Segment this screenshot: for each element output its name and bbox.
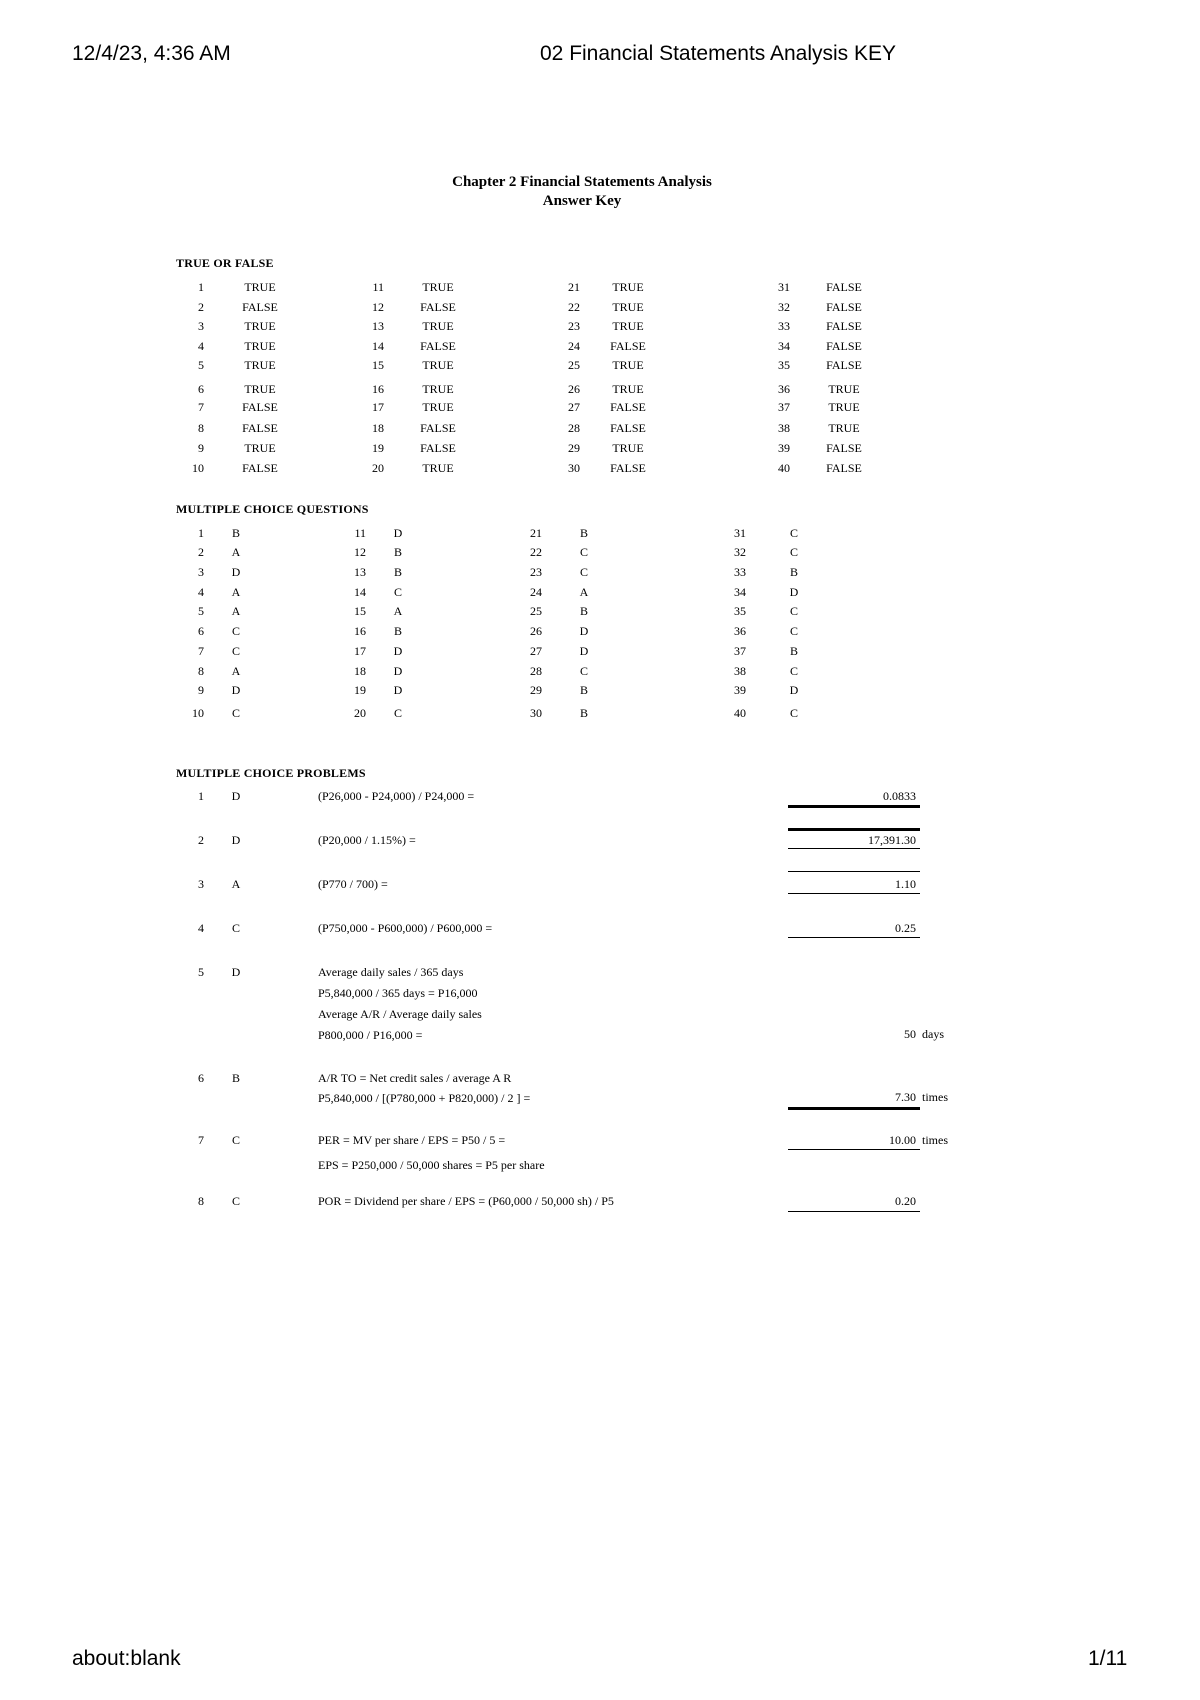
tf-answer: TRUE — [244, 319, 276, 333]
tf-question-number: 29 — [568, 441, 580, 455]
tf-question-number: 26 — [568, 382, 580, 396]
result-underline — [788, 1149, 920, 1150]
tf-question-number: 25 — [568, 358, 580, 372]
mcq-question-number: 40 — [734, 706, 746, 720]
problem-solution-line: P5,840,000 / [(P780,000 + P820,000) / 2 ] = — [318, 1091, 531, 1105]
tf-answer: FALSE — [420, 339, 456, 353]
tf-answer: TRUE — [828, 400, 860, 414]
tf-question-number: 18 — [372, 421, 384, 435]
mc-problems-heading: MULTIPLE CHOICE PROBLEMS — [176, 766, 366, 780]
mcq-question-number: 15 — [354, 604, 366, 618]
mcq-answer: B — [393, 545, 402, 559]
tf-answer: TRUE — [244, 382, 276, 396]
tf-question-number: 12 — [372, 300, 384, 314]
problem-solution-line: POR = Dividend per share / EPS = (P60,000 / 50,000 sh) / P5 — [318, 1194, 614, 1208]
result-underline — [788, 805, 920, 808]
mcq-question-number: 9 — [198, 683, 204, 697]
tf-answer: FALSE — [242, 421, 278, 435]
tf-question-number: 7 — [198, 400, 204, 414]
tf-question-number: 6 — [198, 382, 204, 396]
tf-answer: FALSE — [826, 300, 862, 314]
result-underline — [788, 1211, 920, 1212]
mcq-answer: C — [231, 706, 240, 720]
mcq-answer: B — [579, 526, 588, 540]
problem-number: 7 — [198, 1133, 204, 1147]
problem-solution-line: (P770 / 700) = — [318, 877, 388, 891]
mcq-answer: A — [231, 585, 241, 599]
tf-question-number: 30 — [568, 461, 580, 475]
problem-answer: D — [231, 965, 241, 979]
tf-question-number: 5 — [198, 358, 204, 372]
tf-question-number: 10 — [192, 461, 204, 475]
mcq-question-number: 2 — [198, 545, 204, 559]
mcq-question-number: 18 — [354, 664, 366, 678]
problem-answer: C — [231, 921, 240, 935]
mcq-question-number: 3 — [198, 565, 204, 579]
mcq-question-number: 1 — [198, 526, 204, 540]
problem-solution-line: (P750,000 - P600,000) / P600,000 = — [318, 921, 493, 935]
mcq-question-number: 27 — [530, 644, 542, 658]
mcq-question-number: 17 — [354, 644, 366, 658]
mcq-answer: D — [579, 624, 589, 638]
tf-question-number: 22 — [568, 300, 580, 314]
problem-result: 0.25 — [895, 921, 916, 935]
tf-question-number: 39 — [778, 441, 790, 455]
tf-answer: FALSE — [610, 421, 646, 435]
mcq-answer: A — [231, 604, 241, 618]
mcq-answer: C — [393, 585, 402, 599]
tf-question-number: 35 — [778, 358, 790, 372]
mcq-question-number: 11 — [354, 526, 366, 540]
tf-question-number: 11 — [372, 280, 384, 294]
true-false-heading: TRUE OR FALSE — [176, 256, 274, 270]
result-underline — [788, 871, 920, 872]
tf-answer: TRUE — [244, 441, 276, 455]
mcq-answer: A — [231, 545, 241, 559]
result-underline — [788, 828, 920, 831]
mcq-answer: D — [579, 644, 589, 658]
mcq-answer: C — [231, 644, 240, 658]
problem-answer: A — [231, 877, 241, 891]
mcq-question-number: 19 — [354, 683, 366, 697]
tf-question-number: 36 — [778, 382, 790, 396]
tf-question-number: 13 — [372, 319, 384, 333]
problem-solution-line: PER = MV per share / EPS = P50 / 5 = — [318, 1133, 506, 1147]
mcq-question-number: 10 — [192, 706, 204, 720]
mcq-question-number: 21 — [530, 526, 542, 540]
tf-question-number: 37 — [778, 400, 790, 414]
problem-solution-line: P800,000 / P16,000 = — [318, 1028, 423, 1042]
problem-result-unit: days — [922, 1027, 944, 1041]
tf-question-number: 15 — [372, 358, 384, 372]
mcq-question-number: 32 — [734, 545, 746, 559]
problem-result-unit: times — [922, 1090, 948, 1104]
tf-answer: TRUE — [612, 319, 644, 333]
tf-question-number: 3 — [198, 319, 204, 333]
mcq-question-number: 5 — [198, 604, 204, 618]
tf-question-number: 33 — [778, 319, 790, 333]
tf-answer: TRUE — [612, 382, 644, 396]
mcq-question-number: 7 — [198, 644, 204, 658]
tf-answer: TRUE — [244, 280, 276, 294]
tf-answer: TRUE — [422, 319, 454, 333]
mcq-answer: C — [579, 664, 588, 678]
tf-answer: FALSE — [420, 441, 456, 455]
tf-question-number: 32 — [778, 300, 790, 314]
problem-solution-line: (P26,000 - P24,000) / P24,000 = — [318, 789, 475, 803]
tf-question-number: 2 — [198, 300, 204, 314]
mcq-answer: D — [393, 664, 403, 678]
mcq-answer: C — [789, 624, 798, 638]
mcq-question-number: 23 — [530, 565, 542, 579]
mcq-question-number: 31 — [734, 526, 746, 540]
tf-answer: FALSE — [826, 358, 862, 372]
problem-answer: C — [231, 1194, 240, 1208]
tf-answer: FALSE — [610, 461, 646, 475]
mcq-answer: C — [789, 706, 798, 720]
tf-answer: TRUE — [828, 382, 860, 396]
problem-number: 4 — [198, 921, 204, 935]
problem-result: 1.10 — [895, 877, 916, 891]
problem-solution-line: Average A/R / Average daily sales — [318, 1007, 482, 1021]
mcq-answer: B — [789, 644, 798, 658]
tf-answer: TRUE — [422, 358, 454, 372]
mcq-answer: B — [231, 526, 240, 540]
tf-answer: FALSE — [610, 400, 646, 414]
problem-result: 0.0833 — [883, 789, 916, 803]
mcq-question-number: 8 — [198, 664, 204, 678]
tf-question-number: 9 — [198, 441, 204, 455]
result-underline — [788, 848, 920, 849]
tf-answer: FALSE — [242, 461, 278, 475]
problem-result: 0.20 — [895, 1194, 916, 1208]
tf-answer: TRUE — [244, 339, 276, 353]
mcq-question-number: 36 — [734, 624, 746, 638]
mcq-answer: B — [579, 604, 588, 618]
tf-question-number: 27 — [568, 400, 580, 414]
tf-answer: FALSE — [420, 421, 456, 435]
tf-answer: TRUE — [828, 421, 860, 435]
mcq-question-number: 6 — [198, 624, 204, 638]
tf-answer: FALSE — [826, 319, 862, 333]
tf-answer: TRUE — [422, 400, 454, 414]
problem-result: 17,391.30 — [868, 833, 916, 847]
result-underline — [788, 1107, 920, 1110]
result-underline — [788, 893, 920, 894]
mcq-question-number: 29 — [530, 683, 542, 697]
problem-number: 3 — [198, 877, 204, 891]
tf-answer: FALSE — [826, 441, 862, 455]
problem-number: 2 — [198, 833, 204, 847]
mcq-answer: B — [579, 706, 588, 720]
tf-question-number: 40 — [778, 461, 790, 475]
mcq-answer: D — [789, 585, 799, 599]
mcq-answer: C — [789, 545, 798, 559]
tf-answer: TRUE — [612, 300, 644, 314]
page-subtitle: Answer Key — [542, 193, 622, 209]
mcq-answer: A — [393, 604, 403, 618]
tf-answer: FALSE — [826, 461, 862, 475]
mcq-answer: C — [579, 565, 588, 579]
print-url: about:blank — [72, 1647, 181, 1670]
mcq-question-number: 34 — [734, 585, 746, 599]
mcq-question-number: 30 — [530, 706, 542, 720]
problem-answer: D — [231, 789, 241, 803]
mcq-question-number: 24 — [530, 585, 542, 599]
problem-solution-line: EPS = P250,000 / 50,000 shares = P5 per share — [318, 1158, 545, 1172]
problem-result: 7.30 — [895, 1090, 916, 1104]
tf-question-number: 14 — [372, 339, 384, 353]
mcq-answer: B — [393, 624, 402, 638]
tf-answer: FALSE — [420, 300, 456, 314]
mcq-answer: D — [231, 683, 241, 697]
mcq-answer: C — [579, 545, 588, 559]
tf-answer: TRUE — [422, 280, 454, 294]
mcq-answer: D — [231, 565, 241, 579]
problem-number: 5 — [198, 965, 204, 979]
tf-answer: TRUE — [244, 358, 276, 372]
tf-answer: FALSE — [610, 339, 646, 353]
mc-questions-heading: MULTIPLE CHOICE QUESTIONS — [176, 502, 369, 516]
tf-question-number: 16 — [372, 382, 384, 396]
problem-answer: C — [231, 1133, 240, 1147]
tf-question-number: 21 — [568, 280, 580, 294]
problem-solution-line: (P20,000 / 1.15%) = — [318, 833, 416, 847]
mcq-question-number: 37 — [734, 644, 746, 658]
mcq-question-number: 13 — [354, 565, 366, 579]
problem-result: 10.00 — [889, 1133, 916, 1147]
tf-answer: TRUE — [612, 280, 644, 294]
mcq-answer: D — [393, 644, 403, 658]
mcq-question-number: 28 — [530, 664, 542, 678]
mcq-question-number: 12 — [354, 545, 366, 559]
tf-question-number: 17 — [372, 400, 384, 414]
problem-solution-line: A/R TO = Net credit sales / average A R — [318, 1071, 512, 1085]
tf-answer: TRUE — [612, 358, 644, 372]
problem-result: 50 — [904, 1027, 916, 1041]
result-underline — [788, 937, 920, 938]
print-datetime: 12/4/23, 4:36 AM — [72, 42, 231, 65]
problem-solution-line: Average daily sales / 365 days — [318, 965, 464, 979]
mcq-question-number: 35 — [734, 604, 746, 618]
tf-answer: FALSE — [826, 339, 862, 353]
mcq-answer: D — [789, 683, 799, 697]
problem-answer: B — [231, 1071, 240, 1085]
tf-answer: FALSE — [826, 280, 862, 294]
tf-question-number: 38 — [778, 421, 790, 435]
mcq-question-number: 22 — [530, 545, 542, 559]
print-page-number: 1/11 — [1088, 1647, 1128, 1670]
mcq-question-number: 38 — [734, 664, 746, 678]
tf-answer: TRUE — [422, 382, 454, 396]
mcq-answer: D — [393, 683, 403, 697]
mcq-answer: B — [789, 565, 798, 579]
tf-question-number: 20 — [372, 461, 384, 475]
tf-answer: FALSE — [242, 300, 278, 314]
mcq-answer: C — [789, 664, 798, 678]
mcq-answer: C — [393, 706, 402, 720]
problem-solution-line: P5,840,000 / 365 days = P16,000 — [318, 986, 478, 1000]
problem-number: 6 — [198, 1071, 204, 1085]
tf-answer: FALSE — [242, 400, 278, 414]
mcq-question-number: 20 — [354, 706, 366, 720]
mcq-question-number: 39 — [734, 683, 746, 697]
mcq-answer: C — [789, 526, 798, 540]
page-title: Chapter 2 Financial Statements Analysis — [452, 174, 712, 190]
mcq-answer: A — [231, 664, 241, 678]
tf-question-number: 23 — [568, 319, 580, 333]
mcq-question-number: 16 — [354, 624, 366, 638]
tf-answer: TRUE — [422, 461, 454, 475]
mcq-question-number: 26 — [530, 624, 542, 638]
mcq-answer: C — [231, 624, 240, 638]
mcq-question-number: 33 — [734, 565, 746, 579]
tf-question-number: 4 — [198, 339, 204, 353]
print-document-title: 02 Financial Statements Analysis KEY — [540, 42, 897, 65]
mcq-answer: B — [393, 565, 402, 579]
problem-result-unit: times — [922, 1133, 948, 1147]
mcq-question-number: 14 — [354, 585, 366, 599]
tf-question-number: 1 — [198, 280, 204, 294]
tf-question-number: 31 — [778, 280, 790, 294]
problem-answer: D — [231, 833, 241, 847]
mcq-question-number: 25 — [530, 604, 542, 618]
tf-answer: TRUE — [612, 441, 644, 455]
tf-question-number: 24 — [568, 339, 580, 353]
problem-number: 8 — [198, 1194, 204, 1208]
tf-question-number: 8 — [198, 421, 204, 435]
mcq-question-number: 4 — [198, 585, 204, 599]
tf-question-number: 28 — [568, 421, 580, 435]
mcq-answer: C — [789, 604, 798, 618]
problem-number: 1 — [198, 789, 204, 803]
mcq-answer: B — [579, 683, 588, 697]
tf-question-number: 19 — [372, 441, 384, 455]
mcq-answer: D — [393, 526, 403, 540]
tf-question-number: 34 — [778, 339, 790, 353]
mcq-answer: A — [579, 585, 589, 599]
